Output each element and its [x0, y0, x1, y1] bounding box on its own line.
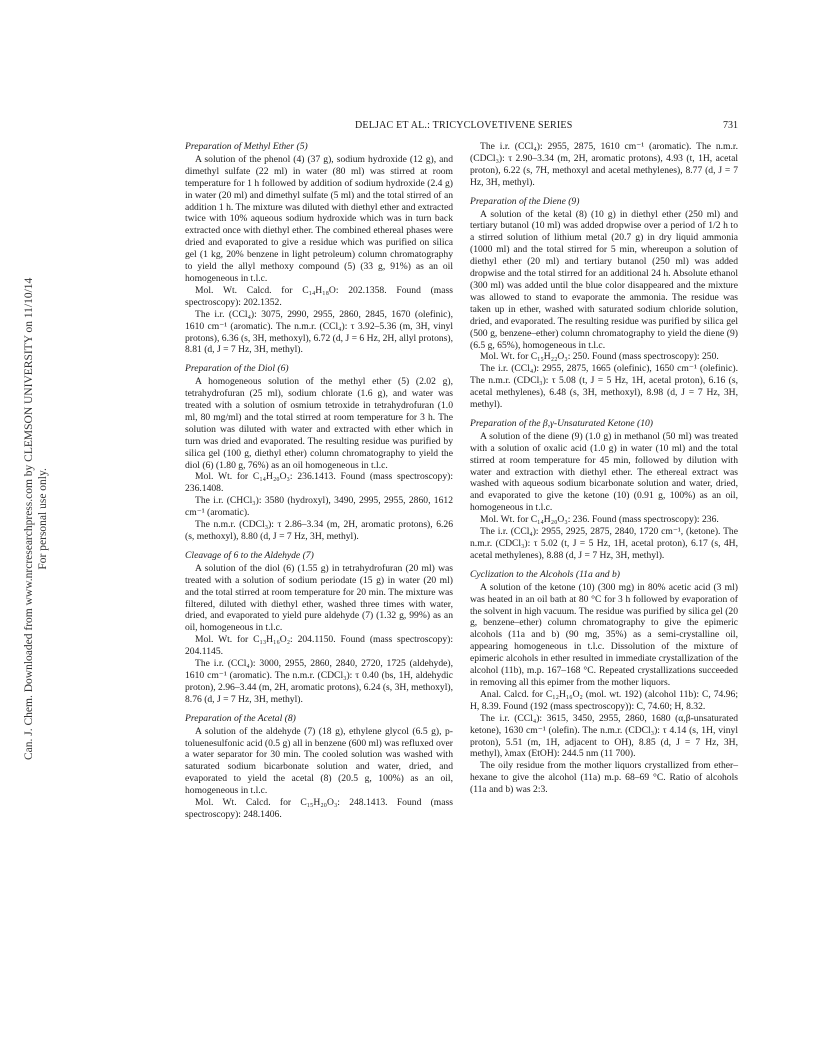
paragraph: The i.r. (CCl₄): 3075, 2990, 2955, 2860, 2845, 1670 (olefinic), 1610 cm⁻¹ (aromatic). The n.m.r. (CCl₄): τ 3.92–5.36 (m, 3H, vinyl protons), 6.36 (s, 3H, methoxyl), 6.72 (d, J = 6 Hz, 2H, allyl protons), 8.81 (d, J = 7 Hz, 3H, methyl).: [185, 308, 453, 356]
left-column: [185, 141, 453, 821]
paragraph: A solution of the aldehyde (7) (18 g), ethylene glycol (6.5 g), p-toluenesulfonic acid (0.5 g) all in benzene (600 ml) was refluxed over a water separator for 30 min. The cooled solution was washed with saturated sodium bicarbonate solution and water, dried, and evaporated to yield the acetal (8) (20.5 g, 100%) as an oil, homogeneous in t.l.c.: [185, 725, 453, 797]
paragraph: A solution of the phenol (4) (37 g), sodium hydroxide (12 g), and dimethyl sulfate (22 ml) in water (80 ml) was stirred at room temperature for 1 h followed by addition of sodium hydroxide (2.4 g) in water (20 ml) and dimethyl sulfate (5 ml) and the total stirred of an addition 1 h. The mixture was diluted with diethyl ether and extracted twice with 10% aqueous sodium hydroxide which was in turn back extracted once with diethyl ether. The combined ethereal phases were dried and evaporated to give a residue which was purified on silica gel (1 kg, 20% benzene in light petroleum) column chromatography to yield the allyl methoxy compound (5) (33 g, 91%) as an oil homogeneous in t.l.c.: [185, 153, 453, 284]
download-notice-line-1: Can. J. Chem. Downloaded from www.nrcresearchpress.com by CLEMSON UNIVERSITY on 11/10/14: [23, 277, 35, 760]
section-title: Cyclization to the Alcohols (11a and b): [470, 568, 620, 580]
paragraph: The i.r. (CHCl₃): 3580 (hydroxyl), 3490, 2995, 2955, 2860, 1612 cm⁻¹ (aromatic).: [185, 495, 453, 519]
paragraph: The i.r. (CCl₄): 3615, 3450, 2955, 2860, 1680 (α,β-unsaturated ketone), 1630 cm⁻¹ (olefin). The n.m.r. (CDCl₃): τ 4.14 (s, 1H, vinyl proton), 5.51 (m, 1H, adjacent to OH), 8.85 (d, J = 7 Hz, 3H, methyl), λmax (EtOH): 244.5 nm (11 700).: [470, 712, 738, 760]
paragraph: Mol. Wt. Calcd. for C₁₄H₁₈O: 202.1358. Found (mass spectroscopy): 202.1352.: [185, 284, 453, 308]
paragraph: A solution of the diol (6) (1.55 g) in tetrahydrofuran (20 ml) was treated with a solution of sodium periodate (15 g) in water (20 ml) and the total stirred at room temperature for 20 min. The mixture was filtered, diluted with diethyl ether, washed three times with water, dried, and evaporated to yield pure aldehyde (7) (1.32 g, 99%) as an oil, homogeneous in t.l.c.: [185, 562, 453, 634]
paragraph: The oily residue from the mother liquors crystallized from ether–hexane to give the alcohol (11a) m.p. 68–69 °C. Ratio of alcohols (11a and b) was 2:3.: [470, 760, 738, 796]
paragraph: Mol. Wt. for C₁₄H₂₀O₃: 236. Found (mass spectroscopy): 236.: [480, 514, 719, 526]
section-title: Preparation of the Acetal (8): [185, 712, 296, 724]
section-title: Preparation of the β,γ-Unsaturated Ketone (10): [470, 417, 653, 429]
section-title: Cleavage of 6 to the Aldehyde (7): [185, 549, 314, 561]
right-column: [470, 141, 738, 796]
paragraph: Mol. Wt. for C₁₅H₂₂O₃: 250. Found (mass spectroscopy): 250.: [480, 351, 719, 363]
paragraph: Anal. Calcd. for C₁₂H₁₆O₂ (mol. wt. 192) (alcohol 11b): C, 74.96; H, 8.39. Found (192 (mass spectroscopy)): C, 74.60; H, 8.32.: [470, 688, 738, 712]
page-number: 731: [723, 120, 738, 131]
paragraph: The i.r. (CCl₄): 2955, 2875, 1610 cm⁻¹ (aromatic). The n.m.r. (CDCl₃): τ 2.90–3.34 (m, 2H, aromatic protons), 4.93 (t, 1H, acetal proton), 6.22 (s, 7H, methoxyl and acetal methylenes), 8.77 (d, J = 7 Hz, 3H, methyl).: [470, 141, 738, 188]
download-notice-line-2: For personal use only.: [37, 468, 49, 570]
download-notice: [22, 278, 50, 760]
paragraph: The n.m.r. (CDCl₃): τ 2.86–3.34 (m, 2H, aromatic protons), 6.26 (s, methoxyl), 8.80 (d, J = 7 Hz, 3H, methyl).: [185, 519, 453, 542]
section-title: Preparation of the Diene (9): [470, 195, 580, 207]
paragraph: Mol. Wt. for C₁₄H₂₀O₃: 236.1413. Found (mass spectroscopy): 236.1408.: [185, 471, 453, 495]
paragraph: A solution of the ketal (8) (10 g) in diethyl ether (250 ml) and tertiary butanol (10 ml) was added dropwise over a period of 1/2 h to a stirred solution of lithium metal (20.7 g) in dry liquid ammonia (1000 ml) and the total stirred for 5 min, whereupon a solution of diethyl ether (20 ml) and tertiary butanol (250 ml) was added dropwise and the total stirred for an additional 24 h. Absolute ethanol (300 ml) was added until the blue color disappeared and the mixture was allowed to stand to evaporate the ammonia. The residue was taken up in ether, washed with saturated sodium chloride solution, dried, and evaporated. The resulting residue was purified by silica gel (500 g, benzene–ether) column chromatography to yield the diene (9) (6.5 g, 65%), homogeneous in t.l.c.: [470, 208, 738, 351]
paragraph: A homogeneous solution of the methyl ether (5) (2.02 g), tetrahydrofuran (25 ml), sodium chlorate (1.6 g), and water was treated with a solution of osmium tetroxide in tetrahydrofuran (1.0 ml, 80 mg/ml) and the total stirred at room temperature for 3 h. The solution was diluted with water and extracted with ether which in turn was dried and evaporated. The resulting residue was purified by silica gel (100 g, diethyl ether) column chromatography to yield the diol (6) (1.80 g, 76%) as an oil homogeneous in t.l.c.: [185, 376, 453, 471]
paragraph: The i.r. (CCl₄): 3000, 2955, 2860, 2840, 2720, 1725 (aldehyde), 1610 cm⁻¹ (aromatic). The n.m.r. (CDCl₃): τ 0.40 (bs, 1H, aldehydic proton), 2.96–3.44 (m, 2H, aromatic protons), 6.24 (s, 3H, methoxyl), 8.76 (d, J = 7 Hz, 3H, methyl).: [185, 658, 453, 705]
paragraph: A solution of the ketone (10) (300 mg) in 80% acetic acid (3 ml) was heated in an oil bath at 80 °C for 3 h followed by evaporation of the solvent in high vacuum. The residue was purified by silica gel (20 g, benzene–ether) column chromatography to give the epimeric alcohols (11a and b) (90 mg, 35%) as a semi-crystalline oil, appearing homogeneous in t.l.c. Dissolution of the mixture of epimeric alcohols in ether resulted in immediate crystallization of the alcohol (11b), m.p. 167–168 °C. Repeated crystallizations succeeded in removing all this epimer from the mother liquors.: [470, 581, 738, 688]
page-header: [185, 120, 738, 134]
section-title: Preparation of the Diol (6): [185, 363, 289, 375]
download-notice-sidebar: [0, 0, 49, 1053]
running-head: DELJAC ET AL.: TRICYCLOVETIVENE SERIES: [355, 120, 573, 131]
section-title: Preparation of Methyl Ether (5): [185, 141, 308, 152]
paragraph: Mol. Wt. for C₁₃H₁₆O₂: 204.1150. Found (mass spectroscopy): 204.1145.: [185, 634, 453, 658]
paragraph: A solution of the diene (9) (1.0 g) in methanol (50 ml) was treated with a solution of oxalic acid (1.0 g) in water (10 ml) and the total stirred at room temperature for 45 min, followed by dilution with water and extraction with diethyl ether. The ethereal extract was washed with aqueous sodium bicarbonate solution and water, dried, and evaporated to give the ketone (10) (0.91 g, 100%) as an oil, homogeneous in t.l.c.: [470, 430, 738, 514]
paragraph: Mol. Wt. Calcd. for C₁₅H₂₀O₃: 248.1413. Found (mass spectroscopy): 248.1406.: [185, 797, 453, 820]
paragraph: The i.r. (CCl₄): 2955, 2925, 2875, 2840, 1720 cm⁻¹, (ketone). The n.m.r. (CDCl₃): τ 5.02 (t, J = 5 Hz, 1H, acetal proton), 6.17 (s, 4H, acetal methylenes), 8.88 (d, J = 7 Hz, 3H, methyl).: [470, 526, 738, 561]
paragraph: The i.r. (CCl₄): 2955, 2875, 1665 (olefinic), 1650 cm⁻¹ (olefinic). The n.m.r. (CDCl₃): τ 5.08 (t, J = 5 Hz, 1H, acetal proton), 6.16 (s, acetal methylenes), 6.48 (s, 3H, methoxyl), 8.98 (d, J = 7 Hz, 3H, methyl).: [470, 363, 738, 411]
